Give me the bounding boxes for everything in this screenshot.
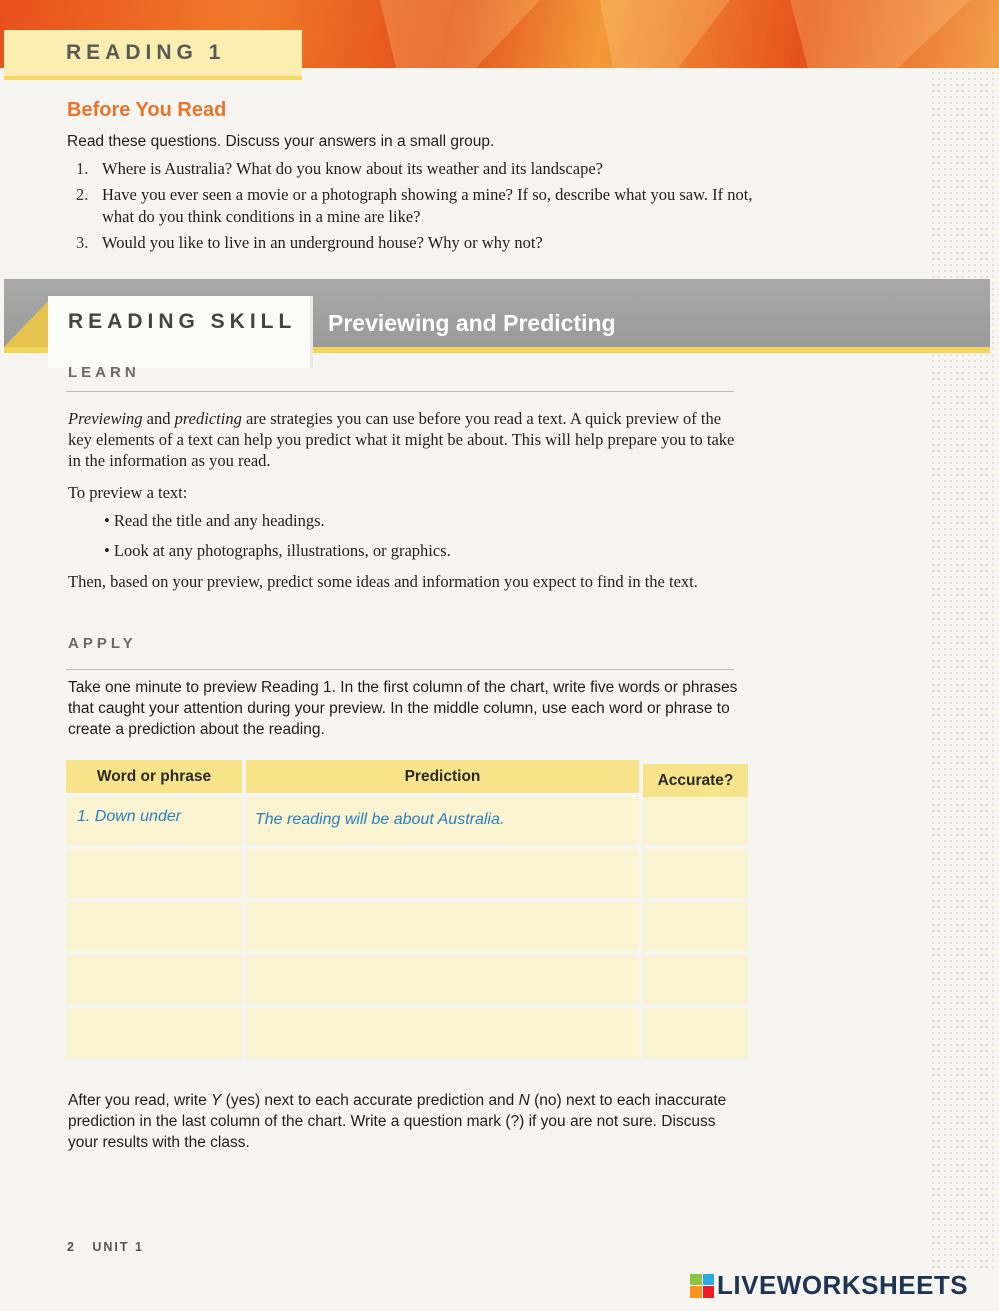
bullet-item: • Read the title and any headings. xyxy=(104,511,325,530)
question-list xyxy=(76,158,756,258)
prediction-cell[interactable] xyxy=(246,849,639,898)
prediction-answer: The reading will be about Australia. xyxy=(255,811,505,828)
word-answer: 1. Down under xyxy=(77,808,182,825)
learn-closing: Then, based on your preview, predict some ideas and information you expect to find in the text. xyxy=(68,572,698,591)
accurate-cell[interactable] xyxy=(643,1008,748,1058)
word-cell[interactable] xyxy=(66,902,242,951)
accurate-cell[interactable] xyxy=(643,902,748,951)
reading-header-label: READING 1 xyxy=(66,41,226,64)
reading-skill-tab xyxy=(48,296,313,368)
reading-skill-label: READING SKILL xyxy=(68,310,297,333)
liveworksheets-watermark xyxy=(690,1270,968,1301)
header-prediction: Prediction xyxy=(246,760,639,793)
word-cell[interactable] xyxy=(66,1008,242,1058)
divider xyxy=(66,391,734,392)
dotted-margin xyxy=(930,70,999,1270)
word-cell[interactable] xyxy=(66,955,242,1004)
preview-intro: To preview a text: xyxy=(68,483,188,502)
reading-skill-title: Previewing and Predicting xyxy=(328,310,616,336)
before-you-read-title: Before You Read xyxy=(67,99,227,121)
learn-paragraph: Previewing and predicting are strategies you can use before you read a text. A quick preview of the key elements of a text can help you predict what it might be about. This will help prepare you to take in the information as you read. xyxy=(68,409,735,470)
question-item: 1. Where is Australia? What do you know about its weather and its landscape? xyxy=(76,159,603,178)
after-reading-instruction: After you read, write Y (yes) next to each accurate prediction and N (no) next to each inaccurate prediction in the last column of the chart. Write a question mark (?) if you are not sure. Discuss your results with the class. xyxy=(68,1092,727,1151)
accurate-cell[interactable] xyxy=(643,955,748,1004)
word-cell[interactable] xyxy=(66,849,242,898)
prediction-cell[interactable] xyxy=(246,955,639,1004)
divider xyxy=(66,669,734,670)
header-word-or-phrase: Word or phrase xyxy=(66,760,242,793)
unit-label: UNIT 1 xyxy=(92,1240,144,1254)
page-number: 2 xyxy=(67,1240,76,1254)
learn-label: LEARN xyxy=(68,364,140,381)
question-item: 3. Would you like to live in an underground house? Why or why not? xyxy=(76,233,543,252)
prediction-cell[interactable] xyxy=(246,902,639,951)
question-item: 2. Have you ever seen a movie or a photograph showing a mine? If so, describe what you saw. If not, what do you think conditions in a mine are like? xyxy=(76,185,753,226)
reading-header-tab xyxy=(4,30,302,80)
before-you-read-instruction: Read these questions. Discuss your answers in a small group. xyxy=(67,133,495,150)
watermark-text: LIVEWORKSHEETS xyxy=(717,1270,969,1300)
accurate-cell[interactable] xyxy=(643,797,748,845)
accurate-cell[interactable] xyxy=(643,849,748,898)
prediction-chart xyxy=(66,760,748,1060)
prediction-cell[interactable] xyxy=(246,1008,639,1058)
header-accurate: Accurate? xyxy=(643,764,748,797)
page-footer xyxy=(67,1240,144,1254)
liveworksheets-logo-icon xyxy=(690,1274,714,1298)
bullet-item: • Look at any photographs, illustrations, or graphics. xyxy=(104,541,451,560)
apply-label: APPLY xyxy=(68,635,137,652)
apply-instruction: Take one minute to preview Reading 1. In the first column of the chart, write five words or phrases that caught your attention during your preview. In the middle column, use each word or phrase to create a prediction about the reading. xyxy=(68,679,738,738)
